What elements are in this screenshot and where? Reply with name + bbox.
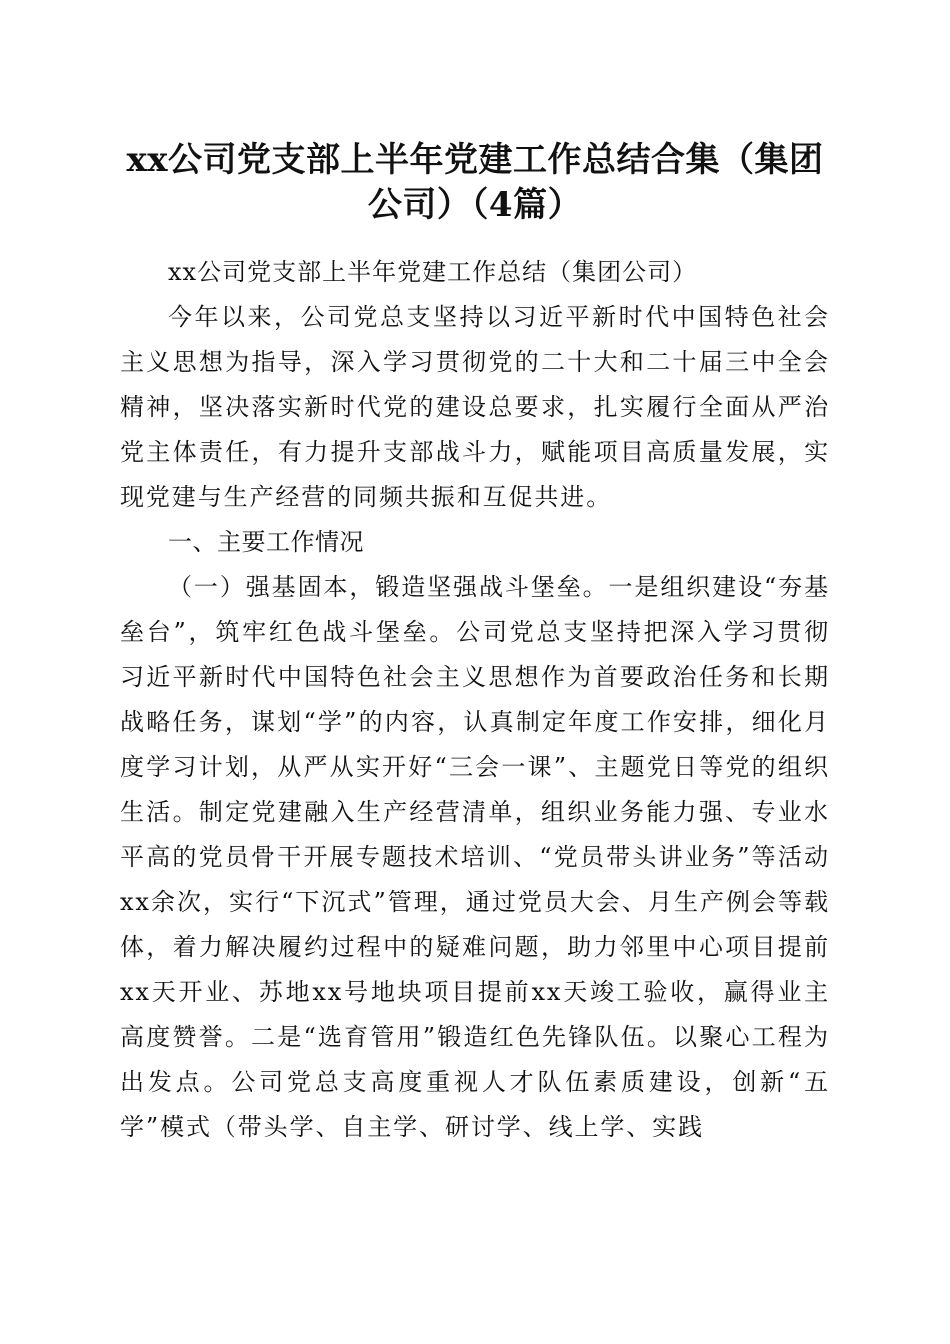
intro-paragraph: 今年以来，公司党总支坚持以习近平新时代中国特色社会主义思想为指导，深入学习贯彻党的二十大和二十届三中全会精神，坚决落实新时代党的建设总要求，扎实履行全面从严治党主体责任，有力提升支部战斗力，赋能项目高质量发展，实现党建与生产经营的同频共振和互促共进。 <box>120 303 830 511</box>
document-title: xx公司党支部上半年党建工作总结合集（集团公司）（4篇） <box>126 140 824 225</box>
document-subtitle: xx公司党支部上半年党建工作总结（集团公司） <box>168 258 698 286</box>
section-paragraph: （一）强基固本，锻造坚强战斗堡垒。一是组织建设“夯基垒台”，筑牢红色战斗堡垒。公司党总支坚持把深入学习贯彻习近平新时代中国特色社会主义思想作为首要政治任务和长期战略任务，谋划“学”的内容，认真制定年度工作安排，细化月度学习计划，从严从实开好“三会一课”、主题党日等党的组织生活。制定党建融入生产经营清单，组织业务能力强、专业水平高的党员骨干开展专题技术培训、“党员带头讲业务”等活动xx余次，实行“下沉式”管理，通过党员大会、月生产例会等载体，着力解决履约过程中的疑难问题，助力邻里中心项目提前xx天开业、苏地xx号地块项目提前xx天竣工验收，赢得业主高度赞誉。二是“选育管用”锻造红色先锋队伍。以聚心工程为出发点。公司党总支高度重视人才队伍素质建设，创新“五学”模式（带头学、自主学、研讨学、线上学、实践 <box>120 573 830 1141</box>
section-heading: 一、主要工作情况 <box>168 528 364 556</box>
document-body <box>120 250 830 1150</box>
